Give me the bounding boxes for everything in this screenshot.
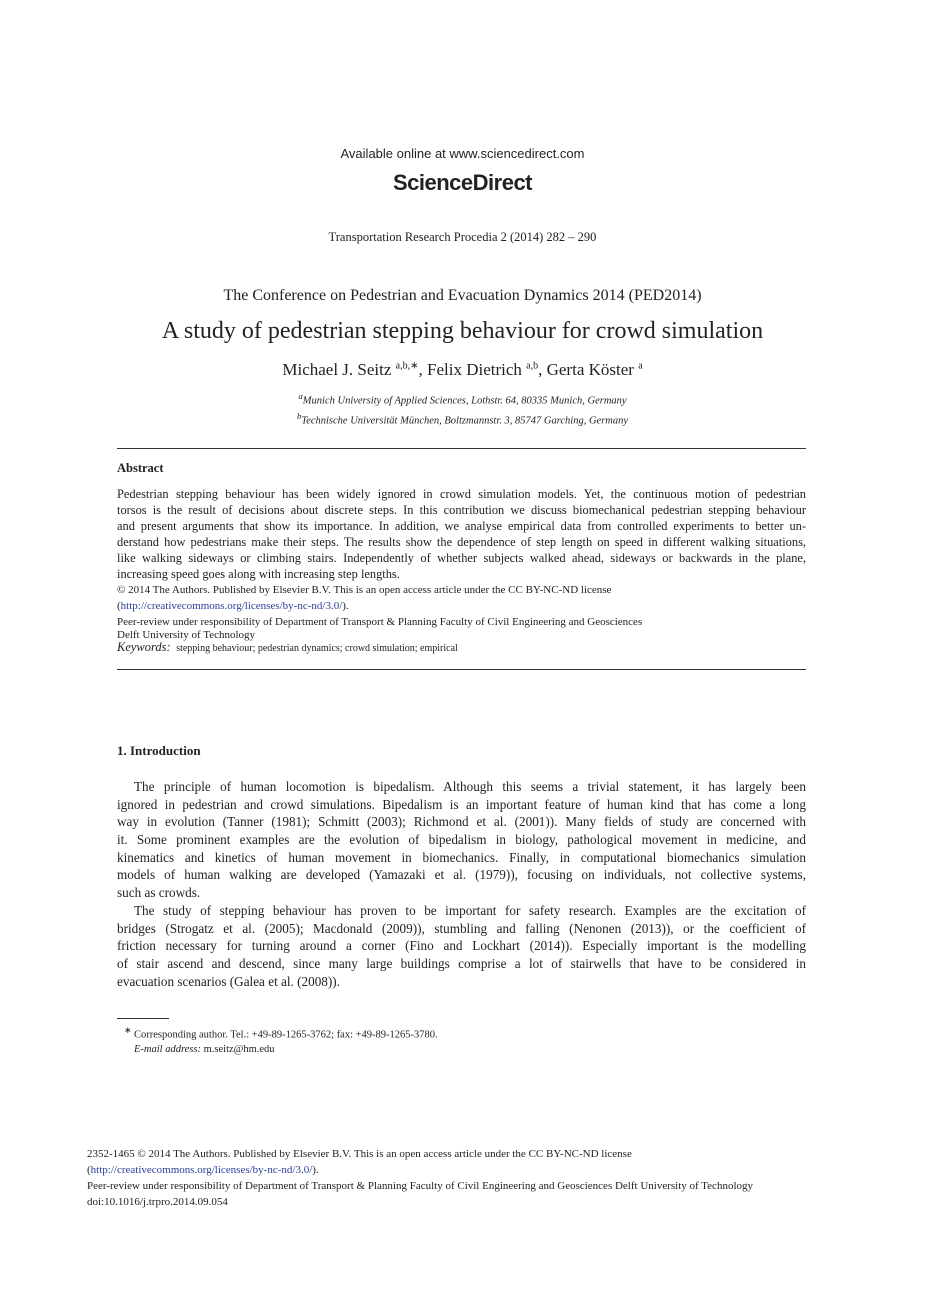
text-line: of stair ascend and descend, since many large buildings comprise a lot of stairwells that have to be considered in bbox=[117, 955, 806, 971]
peer-review: Delft University of Technology bbox=[117, 629, 256, 641]
divider bbox=[117, 448, 806, 449]
peer-review: Peer-review under responsibility of Department of Transport & Planning Faculty of Civil Engineering and Geosciences Delft University of Technology bbox=[87, 1180, 753, 1192]
available-online: Available online at www.sciencedirect.com bbox=[340, 146, 585, 161]
author-sup: a,b bbox=[526, 360, 539, 372]
text-line: such as crowds. bbox=[117, 885, 201, 901]
conference-name: The Conference on Pedestrian and Evacuation Dynamics 2014 (PED2014) bbox=[223, 287, 702, 304]
abstract-line: Pedestrian stepping behaviour has been widely ignored in crowd simulation models. Yet, the continuous motion of pedestrian bbox=[117, 487, 806, 501]
bottom-info: 2352-1465 © 2014 The Authors. Published by Elsevier B.V. This is an open access article under the CC BY-NC-ND license (http://creativecommons.org/licenses/by-nc-nd/3.0/). Peer-review under responsibility of Department of Transport & Planning Faculty of Civil Engineering and Geosciences Delft University of Technology doi:10.1016/j.trpro.2014.09.054 bbox=[87, 1148, 753, 1208]
footnote-mark: ∗ bbox=[124, 1025, 132, 1035]
footnote-rule bbox=[117, 1018, 169, 1019]
paper-title: A study of pedestrian stepping behaviour for crowd simulation bbox=[161, 318, 764, 344]
license-link[interactable]: http://creativecommons.org/licenses/by-nc-nd/3.0/ bbox=[90, 1164, 313, 1176]
text-line: evacuation scenarios (Galea et al. (2008)). bbox=[117, 973, 340, 989]
divider bbox=[117, 669, 806, 670]
abstract-line: like walking sideways or climbing stairs. Independently of whether subjects walked ahead, sideways or backwards in the plane, bbox=[117, 551, 806, 565]
email-label: E-mail address: bbox=[134, 1043, 201, 1055]
abstract-line: torsos is the result of decisions about discrete steps. In this contribution we discuss biomechanical pedestrian stepping behaviour bbox=[117, 503, 806, 517]
section-heading: 1. Introduction bbox=[117, 743, 201, 758]
sciencedirect-logo: ScienceDirect bbox=[392, 170, 533, 195]
footnote bbox=[124, 1023, 438, 1057]
author: Felix Dietrich bbox=[427, 360, 522, 379]
abstract-line: derstand how pedestrians make their steps. The results show the dependence of step length on speed in different walking situations, bbox=[117, 535, 806, 549]
email[interactable]: m.seitz@hm.edu bbox=[203, 1043, 275, 1055]
author-sup: a,b,∗ bbox=[395, 360, 419, 372]
text-line: it. Some prominent examples are the evolution of bipedalism in biology, pathological movement in medicine, and bbox=[117, 832, 806, 848]
author: Michael J. Seitz bbox=[282, 360, 392, 379]
text-line: models of human walking are developed (Yamazaki et al. (1979)), focusing on individuals, not collective systems, bbox=[117, 867, 806, 883]
author-list: Michael J. Seitz $^{a,b,∗}$, Felix Dietrich $^{a,b}$, Gerta Köster $^a$ bbox=[282, 360, 643, 379]
author-sup: a bbox=[638, 360, 643, 372]
doi: doi:10.1016/j.trpro.2014.09.054 bbox=[87, 1196, 228, 1208]
keywords: stepping behaviour; pedestrian dynamics; crowd simulation; empirical bbox=[176, 643, 458, 654]
abstract-heading: Abstract bbox=[117, 461, 164, 475]
affiliation-sup: b bbox=[296, 410, 302, 421]
license-link[interactable]: http://creativecommons.org/licenses/by-nc-nd/3.0/ bbox=[120, 600, 343, 612]
abstract-line: increasing speed goes along with increasing step lengths. bbox=[117, 567, 400, 581]
text-line: kinematics and kinetics of human movement in biomechanics. Finally, in computational biomechanics simulation bbox=[117, 849, 806, 865]
affiliation-sup: a bbox=[298, 391, 303, 401]
text-line: way in evolution (Tanner (1981); Schmitt (2003); Richmond et al. (2001)). Many fields of study are concerned with bbox=[117, 814, 806, 830]
affiliations bbox=[0, 389, 925, 428]
keywords-label: Keywords: bbox=[117, 640, 171, 654]
abstract-body: Pedestrian stepping behaviour has been widely ignored in crowd simulation models. Yet, the continuous motion of pedestrian torsos is the result of decisions about discrete steps. In this contribution we discuss biomechanical pedestrian stepping behaviour and present arguments that show its importance. In addition, we analyse empirical data from controlled experiments to better un- derstand how pedestrians make their steps. The results show the dependence of step length on speed in different walking situations, like walking sideways or climbing stairs. Independently of whether subjects walked ahead, sideways or backwards in the plane, increasing speed goes along with increasing step lengths. © 2014 The Authors. Published by Elsevier B.V. This is an open access article under the CC BY-NC-ND license (http://creativecommons.org/licenses/by-nc-nd/3.0/). Peer-review under responsibility of Department of Transport & Planning Faculty of Civil Engineering and Geosciences Delft University of Technology Keywords: stepping behaviour; pedestrian dynamics; crowd simulation; empirical bbox=[117, 487, 806, 654]
intro-body bbox=[117, 778, 806, 990]
affiliation: Technische Universität München, Boltzmannstr. 3, 85747 Garching, Germany bbox=[301, 415, 629, 426]
copyright: © 2014 The Authors. Published by Elsevier B.V. This is an open access article under the CC BY-NC-ND license bbox=[117, 584, 612, 596]
text-line: ignored in pedestrian and crowd simulations. Bipedalism is an important feature of human kind that has come a long bbox=[117, 796, 806, 812]
peer-review: Peer-review under responsibility of Department of Transport & Planning Faculty of Civil Engineering and Geosciences bbox=[117, 616, 643, 628]
text-line: The study of stepping behaviour has proven to be important for safety research. Examples are the excitation of bbox=[134, 902, 806, 918]
affiliation: Munich University of Applied Sciences, Lothstr. 64, 80335 Munich, Germany bbox=[302, 395, 627, 407]
issn-line: 2352-1465 © 2014 The Authors. Published by Elsevier B.V. This is an open access article under the CC BY-NC-ND license bbox=[87, 1148, 632, 1160]
text-line: The principle of human locomotion is bipedalism. Although this seems a trivial statement, it has largely been bbox=[134, 779, 806, 794]
author: Gerta Köster bbox=[546, 360, 634, 379]
abstract-line: and present arguments that show its importance. In addition, we analyse empirical data from controlled experiments to better un- bbox=[117, 519, 806, 533]
footnote-text: Corresponding author. Tel.: +49-89-1265-3762; fax: +49-89-1265-3780. bbox=[133, 1029, 438, 1041]
text-line: friction necessary for turning around a corner (Fino and Lockhart (2014)). Especially important is the modelling bbox=[117, 938, 806, 954]
text-line: bridges (Strogatz et al. (2005); Macdonald (2009)), stumbling and falling (Nenonen (2013)), or the coefficient of bbox=[117, 920, 806, 936]
journal-citation: Transportation Research Procedia 2 (2014) 282 – 290 bbox=[328, 230, 597, 244]
